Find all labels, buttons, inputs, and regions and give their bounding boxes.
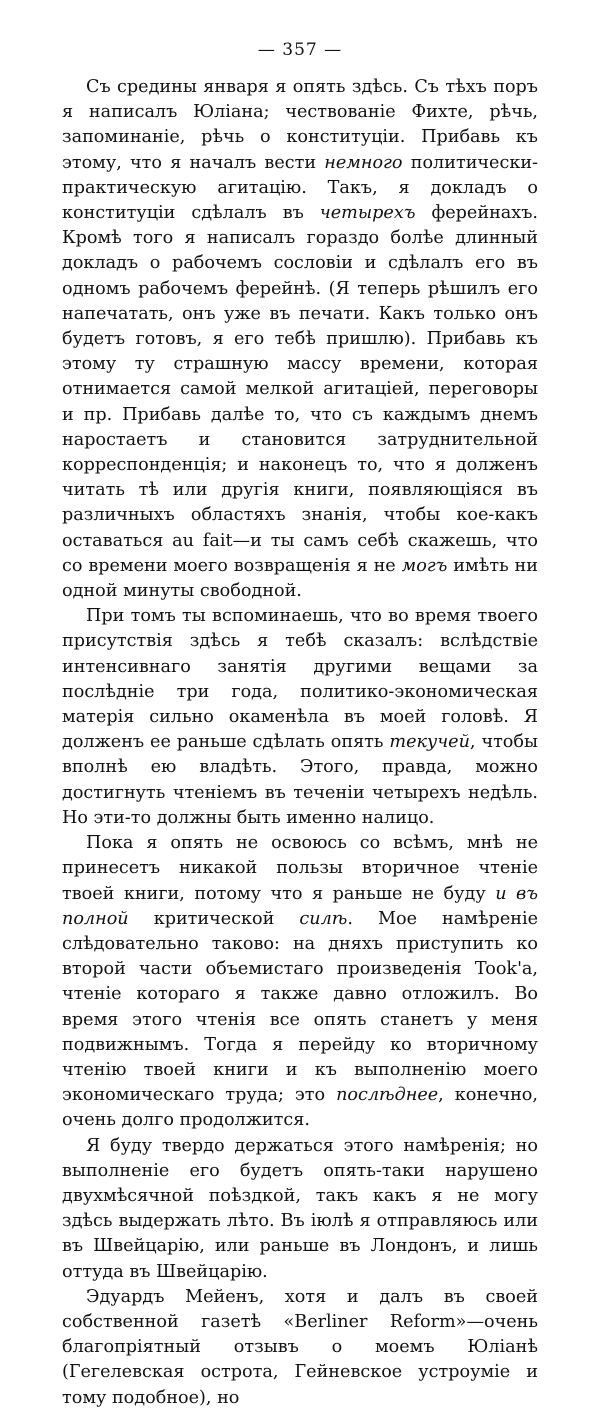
text-run: политически-практическую агитацію. Такъ, я докладъ о конституціи сдѣлалъ въ: [62, 152, 538, 224]
text-run: При томъ ты вспоминаешь, что во время твоего присутствія здѣсь я тебѣ сказалъ: вслѣдствіе интенсивнаго занятія другими вещами за послѣдніе три года, политико-экономическая матерія сильно окаменѣла въ моей головѣ. Я долженъ ее раньше сдѣлать опять: [62, 606, 538, 753]
text-run: критической: [128, 908, 300, 929]
emphasis: немного: [324, 152, 403, 173]
text-run: Пока я опять не освоюсь со всѣмъ, мнѣ не принесетъ никакой пользы вторичное чтеніе твоей книги, потому что я раньше не буду: [62, 833, 538, 904]
text-run: имѣть ни одной минуты свободной.: [62, 555, 538, 602]
paragraph: [62, 1285, 538, 1411]
text-run: , чтобы вполнѣ ею владѣть. Этого, правда, можно достигнуть чтеніемъ въ теченіи четырехъ недѣль. Но эти-то должны быть именно налицо.: [62, 732, 538, 828]
emphasis: четырехъ: [319, 203, 416, 224]
emphasis: и въ полной: [62, 883, 539, 929]
body-text: [62, 75, 538, 1411]
text-run: . Мое намѣреніе слѣдовательно таково: на дняхъ приступить ко второй части объемистаго произведенія Took'а, чтеніе котораго я также давно отложилъ. Во время этого чтенія все опять станетъ у меня подвижнымъ. Тогда я перейду ко вторичному чтенію твоей книги и къ выполненію моего экономическаго труда; это: [62, 908, 538, 1106]
page-number: — 357 —: [257, 40, 343, 60]
emphasis: силѣ: [299, 908, 348, 929]
text-run: , конечно, очень долго продолжится.: [62, 1085, 538, 1131]
text-run: ферейнахъ. Кромѣ того я написалъ гораздо болѣе длинный докладъ о рабочемъ сословіи и сдѣлалъ его въ одномъ рабочемъ ферейнѣ. (Я теперь рѣшилъ его напечатать, онъ уже въ печати. Какъ только онъ будетъ готовъ, я его тебѣ пришлю). Прибавь къ этому ту страшную массу времени, которая отнимается самой мелкой агитаціей, переговоры и пр. Прибавь далѣе то, что съ каждымъ днемъ наростаетъ и становится затруднительной корреспонденція; и наконецъ то, что я долженъ читать тѣ или другія книги, появляющіяся въ различныхъ областяхъ знанія, чтобы кое-какъ оставаться au fait—и ты самъ себѣ скажешь, что со времени моего возвращенія я не: [62, 203, 538, 576]
emphasis: текучей: [389, 732, 470, 753]
emphasis: послѣднее: [336, 1085, 439, 1106]
text-run: Я буду твердо держаться этого намѣренія; но выполненіе его будетъ опять-таки нарушено двухмѣсячной поѣздкой, такъ какъ я не могу здѣсь выдержать лѣто. Въ іюлѣ я отправляюсь или въ Швейцарію, или раньше въ Лондонъ, и лишь оттуда въ Швейцарію.: [62, 1135, 538, 1282]
paragraph: [62, 75, 538, 604]
text-run: Съ средины января я опять здѣсь. Съ тѣхъ поръ я написалъ Юліана; чествованіе Фихте, рѣчь, запоминаніе, рѣчь о конституціи. Прибавь къ этому, что я началъ вести: [62, 77, 538, 173]
paragraph: [62, 1134, 538, 1285]
emphasis: могъ: [401, 555, 448, 576]
paragraph: [62, 831, 538, 1133]
paragraph: [62, 604, 538, 831]
text-run: Эдуардъ Мейенъ, хотя и далъ въ своей собственной газетѣ «Berliner Reform»—очень благопріятный отзывъ о моемъ Юліанѣ (Гегелевская острота, Гейневское устроуміе и тому подобное), но: [62, 1286, 538, 1408]
